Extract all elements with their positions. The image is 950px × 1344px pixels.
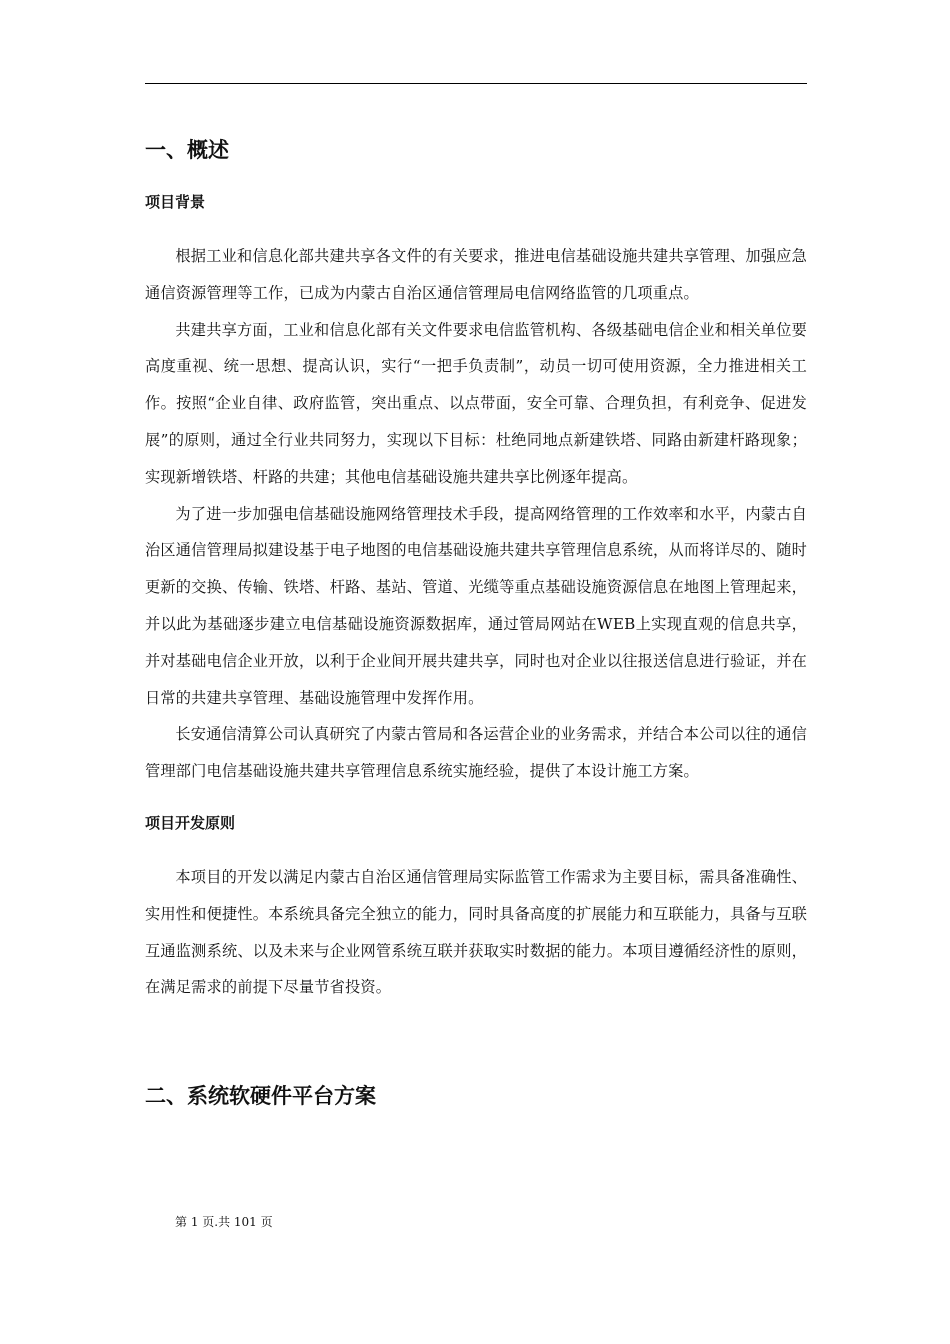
subsection-heading-background: 项目背景 bbox=[145, 193, 206, 211]
principles-paragraphs bbox=[145, 859, 807, 1006]
header-rule bbox=[145, 83, 807, 84]
paragraph: 长安通信清算公司认真研究了内蒙古管局和各运营企业的业务需求，并结合本公司以往的通信管理部门电信基础设施共建共享管理信息系统实施经验，提供了本设计施工方案。 bbox=[145, 725, 807, 781]
section-heading-platform: 二、系统软硬件平台方案 bbox=[145, 1084, 376, 1109]
paragraph: 根据工业和信息化部共建共享各文件的有关要求，推进电信基础设施共建共享管理、加强应急通信资源管理等工作，已成为内蒙古自治区通信管理局电信网络监管的几项重点。 bbox=[145, 247, 807, 302]
paragraph: 共建共享方面，工业和信息化部有关文件要求电信监管机构、各级基础电信企业和相关单位要高度重视、统一思想、提高认识，实行“一把手负责制”，动员一切可使用资源，全力推进相关工作。按照“企业自律、政府监管，突出重点、以点带面，安全可靠、合理负担，有利竞争、促进发展”的原则，通过全行业共同努力，实现以下目标：杜绝同地点新建铁塔、同路由新建杆路现象；实现新增铁塔、杆路的共建；其他电信基础设施共建共享比例逐年提高。 bbox=[145, 320, 807, 486]
paragraph: 为了进一步加强电信基础设施网络管理技术手段，提高网络管理的工作效率和水平，内蒙古自治区通信管理局拟建设基于电子地图的电信基础设施共建共享管理信息系统，从而将详尽的、随时更新的交换、传输、铁塔、杆路、基站、管道、光缆等重点基础设施资源信息在地图上管理起来，并以此为基础逐步建立电信基础设施资源数据库，通过管局网站在WEB上实现直观的信息共享，并对基础电信企业开放，以利于企业间开展共建共享，同时也对企业以往报送信息进行验证，并在日常的共建共享管理、基础设施管理中发挥作用。 bbox=[145, 504, 807, 707]
paragraph: 本项目的开发以满足内蒙古自治区通信管理局实际监管工作需求为主要目标，需具备准确性、实用性和便捷性。本系统具备完全独立的能力，同时具备高度的扩展能力和互联能力，具备与互联互通监测系统、以及未来与企业网管系统互联并获取实时数据的能力。本项目遵循经济性的原则，在满足需求的前提下尽量节省投资。 bbox=[145, 867, 807, 997]
background-paragraphs bbox=[145, 238, 807, 790]
page-content bbox=[145, 128, 807, 1116]
section-heading-overview: 一、概述 bbox=[145, 138, 229, 162]
subsection-heading-principles: 项目开发原则 bbox=[145, 813, 236, 832]
page-number-footer: 第 1 页.共 101 页 bbox=[175, 1215, 273, 1229]
